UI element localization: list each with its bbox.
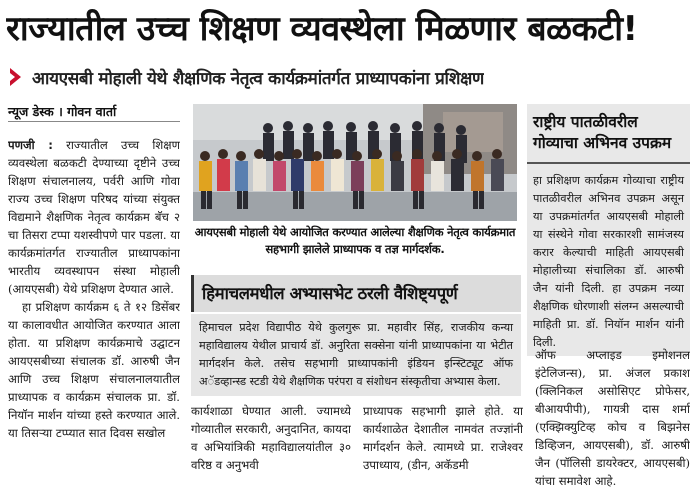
paragraph-1 — [8, 136, 180, 298]
sidebar-body: हा प्रशिक्षण कार्यक्रम गोव्याचा राष्ट्रीय पातळीवरील अभिनव उपक्रम असून या उपक्रमांतर्गत आयएसबी मोहाली या संस्थेने गोवा सरकारशी सामंजस्य करार केल्याची माहिती आयएसबी मोहालीच्या संचालिका डॉ. आरुषी जैन यांनी दिली. हा उपक्रम नव्या शैक्षणिक धोरणाशी संलग्न असल्याची माहिती प्रा. डॉ. नियॉन मार्शन यांनी दिली. — [533, 174, 684, 349]
middle-column-1-text: कार्यशाळा घेण्यात आली. ज्यामध्ये गोव्यातील सरकारी, अनुदानित, कायदा व अभियांत्रिकी महाविद्यालयांतील ३० वरिष्ठ व अनुभवी — [191, 404, 351, 472]
middle-column-1 — [191, 402, 351, 490]
chevron-right-icon — [8, 66, 24, 88]
right-column — [535, 346, 690, 490]
byline-divider — [8, 121, 180, 122]
subheadline-row — [8, 62, 688, 92]
group-photo — [193, 104, 517, 221]
byline: न्यूज डेस्क । गोवन वार्ता — [8, 104, 117, 119]
right-column-text: ऑफ अप्लाइड इमोशनल इंटेलिजन्स), प्रा. अंजल प्रकाश (क्लिनिकल असोसिएट प्रोफेसर, बीआयपीपी), गायत्री दास शर्मा (एक्झिक्युटिव्ह कोच व बिझनेस डिव्हिजन, आयएसबी), डॉ. आरुषी जैन (पॉलिसी डायरेक्टर, आयएसबी) यांचा समावेश आहे. — [535, 348, 690, 488]
box-body — [191, 314, 521, 396]
middle-column-2 — [363, 402, 523, 490]
sidebar-title: राष्ट्रीय पातळीवरील गोव्याचा अभिनव उपक्रम — [533, 113, 672, 152]
paragraph-2: हा प्रशिक्षण कार्यक्रम ६ ते १२ डिसेंबर या कालावधीत आयोजित करण्यात आला होता. या प्रशिक्षण कार्यक्रमाचे उद्घाटन आयएसबीच्या संचालक डॉ. आरुषी जैन आणि उच्च शिक्षण संचालनालयातील प्राध्यापक व कार्यक्रम संचालक प्रा. डॉ. नियॉन मार्शन यांच्या हस्ते करण्यात आले. या तिसऱ्या टप्प्यात सात दिवस सखोल — [8, 300, 180, 440]
subheadline: आयएसबी मोहाली येथे शैक्षणिक नेतृत्व कार्यक्रमांतर्गत प्राध्यापकांना प्रशिक्षण — [32, 68, 484, 89]
box-heading: हिमाचलमधील अभ्यासभेट ठरली वैशिष्ट्यपूर्ण — [191, 275, 521, 312]
left-column — [8, 136, 180, 488]
photo-caption: आयएसबी मोहाली येथे आयोजित करण्यात आलेल्या शैक्षणिक नेतृत्व कार्यक्रमात सहभागी झालेले प्राध्यापक व तज्ञ मार्गदर्शक. — [194, 225, 516, 256]
middle-column-2-text: प्राध्यापक सहभागी झाले होते. या कार्यशाळेत देशातील नामवंत तज्ज्ञांनी मार्गदर्शन केले. त्यामध्ये प्रा. राजेश्वर उपाध्याय, (डीन, अकॅडमी — [363, 404, 523, 472]
paragraph-1-text: राज्यातील उच्च शिक्षण व्यवस्थेला बळकटी देण्याच्या दृष्टीने उच्च शिक्षण संचालनालय, पर्वरी आणि गोवा राज्य उच्च शिक्षण परिषद यांच्या संयुक्त विद्यमाने शैक्षणिक नेतृत्व कार्यक्रम बॅच २ चा तिसरा टप्पा यशस्वीपणे पार पडला. या कार्यक्रमांतर्गत राज्यातील प्राध्यापकांना भारतीय व्यवस्थापन संस्था मोहाली (आयएसबी) येथे प्रशिक्षण देण्यात आले. — [8, 138, 180, 296]
box-paragraph: हिमाचल प्रदेश विद्यापीठ येथे कुलगुरू प्रा. महावीर सिंह, राजकीय कन्या महाविद्यालय येथील प्राचार्य डॉ. अनुरिता सक्सेना यांनी प्राध्यापकांना या भेटीत मार्गदर्शन केले. तसेच सहभागी प्राध्यापकांनी इंडियन इन्स्टिट्यूट ऑफ अॅडव्हान्स्ड स्टडी येथे शैक्षणिक परंपरा व संशोधन संस्कृतीचा अभ्यास केला. — [199, 321, 513, 388]
sidebar-box — [527, 104, 690, 356]
dateline: पणजी : — [8, 138, 53, 152]
headline: राज्यातील उच्च शिक्षण व्यवस्थेला मिळणार बळकटी! — [6, 9, 638, 49]
